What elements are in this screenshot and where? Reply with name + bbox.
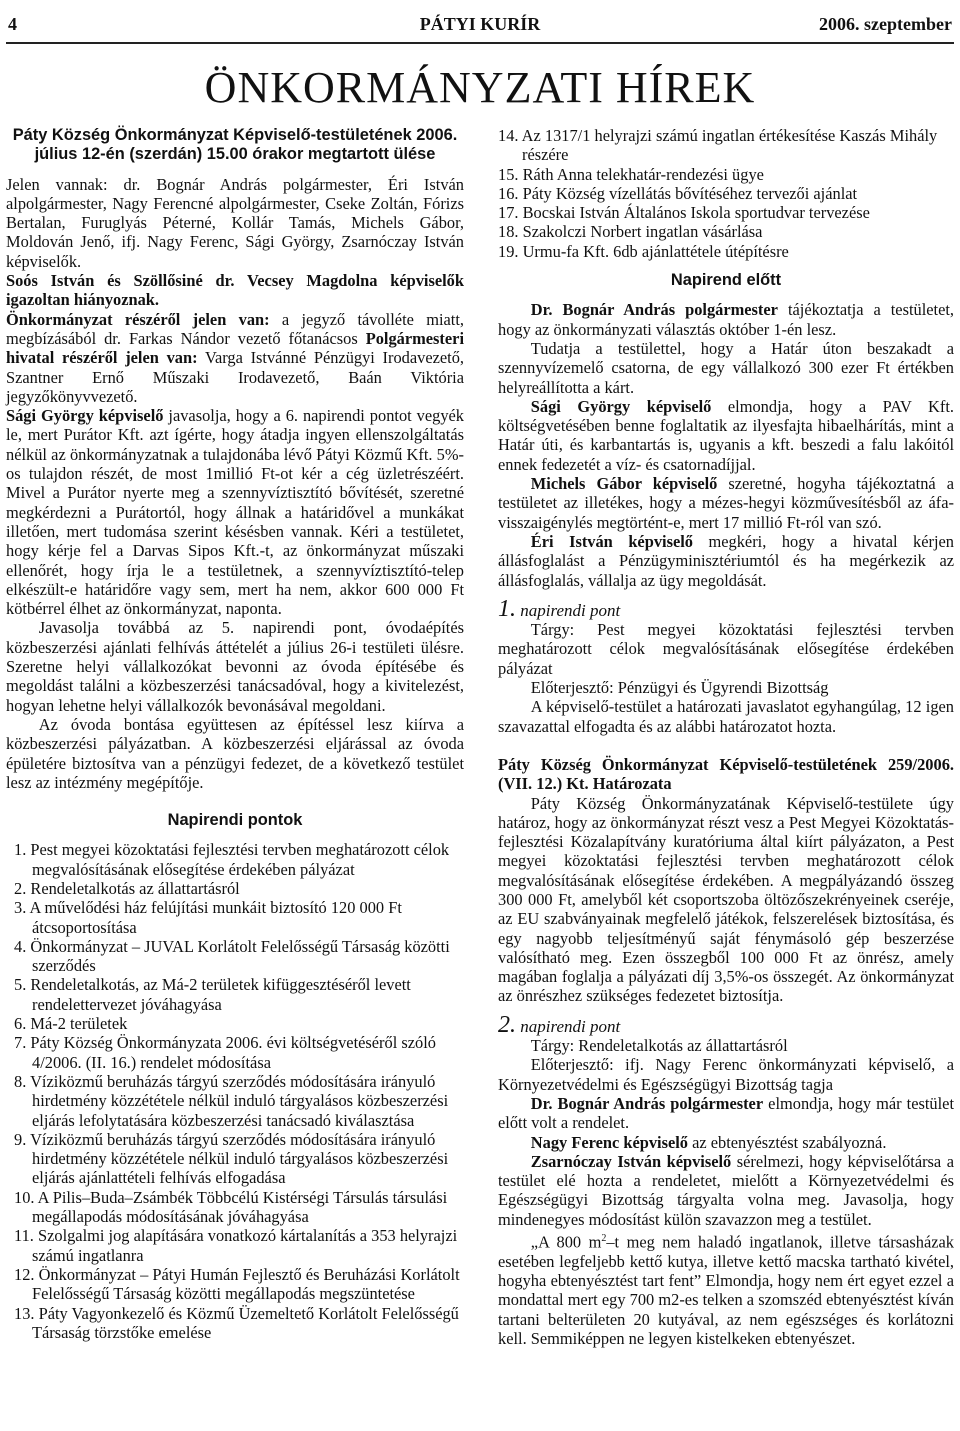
list-item: 19. Urmu-fa Kft. 6db ajánlattétele útépítésre [498, 241, 789, 261]
page-header [6, 14, 954, 40]
issue-date: 2006. szeptember [819, 14, 952, 34]
list-item: 9. Víziközmű beruházás tárgyú szerződés módosítására irányuló hirdetmény közzététele nélkül induló tárgyalásos közbeszerzési eljárás ajánlattételi felhívás elfogadása [14, 1129, 449, 1188]
vat-paragraph: Michels Gábor képviselő szeretné, hogyha tájékoztatná a testületet az illetékes, hogy a mézes-hegyi közművesítésből az áfa-visszaigénylés megtörtént-e, mert 17 millió Ft-ról van szó. [498, 474, 954, 532]
list-item: 3. A művelődési ház felújítási munkáit biztosító 120 000 Ft átcsoportosítása [14, 898, 402, 937]
list-item: 11. Szolgalmi jog alapítására vonatkozó kártalanítás a 353 helyrajzi számú ingatlanra [14, 1226, 458, 1265]
list-item: 16. Páty Község vízellátás bővítéséhez tervezői ajánlat [498, 183, 858, 203]
absent-paragraph: Soós István és Szöllősiné dr. Vecsey Magdolna képviselők igazoltan hiányoznak. [6, 271, 464, 310]
list-item: 7. Páty Község Önkormányzata 2006. évi költségvetéséről szóló 4/2006. (II. 16.) rendelet módosítása [14, 1033, 436, 1072]
zsarnoczay-statement: Zsarnóczay István képviselő sérelmezi, hogy képviselőtársa a testület elé hozta a rendeletet, mielőtt a Környezetvédelmi és Egészségügyi Bizottság tárgyalta volna meg. Javasolja, hogy mindenegyes módosítást külön szavazzon meg a testület. [498, 1151, 954, 1229]
left-column [6, 126, 464, 1342]
list-item: 18. Szakolczi Norbert ingatlan vásárlása [498, 222, 763, 242]
agenda-item-1-subject: Tárgy: Pest megyei közoktatási fejlesztési tervben meghatározott célok megvalósításának elősegítése érdekében pályázat [498, 620, 954, 678]
quote-paragraph: „A 800 $m^2-t$ meg nem haladó ingatlanok, illetve társasházak esetében legfeljebb kettő kutya, illetve kettő macska tartható kivétel, hogyha ebtenyésztést tart fent” Elmondja, hogy nem ért egyet ezzel a mondattal mert egy 700 m2-es telken a szomszéd ebtenyésztést kíván tartani belterületen 20 kutyával, az nem egészséges és korlátozni kell. Semmiképpen ne legyen kistelkeken ebtenyészet. [498, 1232, 954, 1348]
agenda-item-1-heading: 1. napirendi pont [498, 595, 621, 622]
right-column [498, 126, 954, 1348]
present-paragraph: Önkormányzat részéről jelen van: a jegyző távolléte miatt, megbízásából dr. Farkas Nándor vezető főtanácsos Polgármesteri hivatal részéről jelen van: Varga Istvánné Pénzügyi Irodavezető, Szantner Ernő Műszaki Irodavezető, Baán Viktória jegyzőkönyvvezető. [6, 309, 464, 406]
list-item: 6. Má-2 területek [14, 1014, 128, 1034]
mayor-statement: Dr. Bognár András polgármester elmondja, hogy már testület előtt volt a rendelet. [498, 1093, 955, 1133]
section-masthead: ÖNKORMÁNYZATI HÍREK [204, 63, 756, 112]
sewer-paragraph: Tudatja a testülettel, hogy a Határ úton beszakadt a szennyvízemelő csatorna, de egy vállalkozó 300 ezer Ft értékben helyreállította a kárt. [498, 338, 954, 397]
publication-title: PÁTYI KURÍR [419, 14, 541, 34]
agenda-heading: Napirendi pontok [167, 811, 303, 830]
agenda-list [6, 840, 464, 1342]
list-item: 5. Rendeletalkotás, az Má-2 területek kifüggesztéséről levett rendelettervezet jóváhagyása [14, 975, 411, 1014]
list-item: 14. Az 1317/1 helyrajzi számú ingatlan értékesítése Kaszás Mihály részére [498, 126, 938, 165]
attendees-paragraph: Jelen vannak: dr. Bognár András polgármester, Éri István alpolgármester, Nagy Ferencné alpolgármester, Cseke Zoltán, Fórizs Bertalan, Furuglyás Péterné, Kollár Tamás, Michels Gábor, Moldován Jenő, ifj. Nagy Ferenc, Sági György, Zsarnóczay István képviselők. [6, 174, 464, 271]
list-item: 4. Önkormányzat – JUVAL Korlátolt Felelősségű Társaság közötti szerződés [14, 936, 450, 976]
list-item: 13. Páty Vagyonkezelő és Közmű Üzemeltető Korlátolt Felelősségű Társaság törzstőke emelése [14, 1303, 459, 1342]
agenda-item-2-presenter: Előterjesztő: ifj. Nagy Ferenc önkormányzati képviselő, a Környezetvédelmi és Egészségügyi Bizottság tagja [498, 1055, 954, 1094]
before-agenda-heading: Napirend előtt [670, 271, 782, 290]
header-rule [6, 42, 954, 44]
nagy-statement: Nagy Ferenc képviselő az ebtenyésztést szabályozná. [530, 1132, 887, 1152]
meeting-title: Páty Község Önkormányzat Képviselő-testületének 2006. július 12-én (szerdán) 15.00 órakor megtartott ülése [12, 126, 458, 164]
page-number: 4 [8, 14, 17, 34]
proposal-paragraph-2: Javasolja továbbá az 5. napirendi pont, óvodaépítés közbeszerzési ajánlati felhívás áttételét a július 26-i testületi ülésre. Szeretne helyi vállalkozókat bevonni az óvoda építésébe és megoldást találni a közbeszerzési tanácsadóval, hogy a kivitelezést, hogyan lehetne helyi vállalkozók bevonásával megoldani. [6, 618, 464, 715]
list-item: 2. Rendeletalkotás az állattartásról [14, 878, 240, 898]
mayor-info-paragraph: Dr. Bognár András polgármester tájékoztatja a testületet, hogy az önkormányzati választás október 1-én lesz. [498, 300, 955, 339]
resolution-title: Páty Község Önkormányzat Képviselő-testületének 259/2006. (VII. 12.) Kt. Határozata [498, 754, 954, 794]
kindergarten-paragraph: Az óvoda bontása együttesen az építéssel lesz kiírva a közbeszerzési pályázatban. A közbeszerzési eljárással az óvoda épületére biztosítva van a pénzügyi fedezet, de a következő testület lesz az intézmény megépítője. [6, 714, 464, 792]
list-item: 15. Ráth Anna telekhatár-rendezési ügye [498, 164, 764, 184]
agenda-item-1-presenter: Előterjesztő: Pénzügyi és Ügyrendi Bizottság [530, 678, 829, 698]
proposal-paragraph: Sági György képviselő javasolja, hogy a 6. napirendi pontot vegyék le, mert Purátor Kft. azt ígérte, hogy átadja ingyen ellenszolgáltatás nélkül az önkormányzatnak a tulajdonába lévő Pátyi Közmű Kft. 5%-os tulajdon részét, de most 1millió Ft-ot kér a cég üzletrészéért. Mivel a Purátor nyerte meg a szennyvíztisztító bővítését, szeretné megkérdezni a Purátortól, hogy állnak a határidővel a munkákat illetően, mert tudomása szerint késésben vannak. Kéri a testületet, hogy kérje fel a Darvas Sipos Kft.-t, az önkormányzat műszaki ellenőrét, hogy írja le a testületnek, a szennyvíztisztító-telep elkészült-e határidőre vagy sem, mert ha nem, akkor 600 000 Ft kötbérrel élhet az önkormányzat, naponta. [6, 406, 464, 619]
list-item: 8. Víziközmű beruházás tárgyú szerződés módosítására irányuló hirdetmény közzététele nélkül induló tárgyalásos közbeszerzési eljárás lefolytatására közbeszerzési tanácsadó kiválasztása [14, 1071, 449, 1130]
agenda-list-continued [498, 126, 954, 261]
pav-paragraph: Sági György képviselő elmondja, hogy a PAV Kft. költségvetésében benne foglaltatik az ilyesfajta hibaelhárítás, mint a Határ úti, és karbantartás is, ugyanis a kft. beszedi a falu lakóitól ennek fedezetét a víz- és csatornadíjjal. [498, 396, 954, 474]
list-item: 10. A Pilis–Buda–Zsámbék Többcélú Kistérségi Társulás társulási megállapodás módosításának jóváhagyása [14, 1187, 448, 1227]
list-item: 12. Önkormányzat – Pátyi Humán Fejlesztő és Beruházási Korlátolt Felelősségű Társaság közötti megállapodás megszüntetése [14, 1264, 460, 1304]
agenda-item-1-decision: A képviselő-testület a határozati javaslatot egyhangúlag, 12 igen szavazattal elfogadta és az alábbi határozatot hozta. [498, 697, 954, 736]
resolution-text: Páty Község Önkormányzatának Képviselő-testülete úgy határoz, hogy az önkormányzat részt vesz a Pest Megyei Közoktatás-fejlesztési Közalapítvány kuratóriuma által kiírt pályázaton, a Pest megyei közoktatási fejlesztési tervben meghatározott célok megvalósításának elősegítése érdekében. A megpályázandó összeg 300 000 Ft, amelyből két csoportszoba öltözőszekrényeinek cseréje, az EU szabványainak megfelelő játékok, felszerelések biztosítása, és egy nagyobb teljesítményű saját fénymásoló gép beszerzése valósítható meg. Ezen összegből 100 000 Ft az önrész, amely magában foglalja a pályázati díj 3,5%-os összegét. Az önkormányzat az önrészhez szükséges fedezetet biztosítja. [498, 793, 954, 1006]
list-item: 1. Pest megyei közoktatási fejlesztési tervben meghatározott célok megvalósításának elősegítése érdekében pályázat [14, 840, 450, 879]
ministry-paragraph: Éri István képviselő megkéri, hogy a hivatal kérjen állásfoglalást a Pénzügyminisztériumtól és ha megérkezik az állásfoglalás, vállalja az ügy megoldását. [498, 531, 954, 590]
agenda-item-2-heading: 2. napirendi pont [498, 1011, 621, 1038]
agenda-item-2-subject: Tárgy: Rendeletalkotás az állattartásról [530, 1036, 788, 1056]
list-item: 17. Bocskai István Általános Iskola sportudvar tervezése [498, 203, 870, 223]
